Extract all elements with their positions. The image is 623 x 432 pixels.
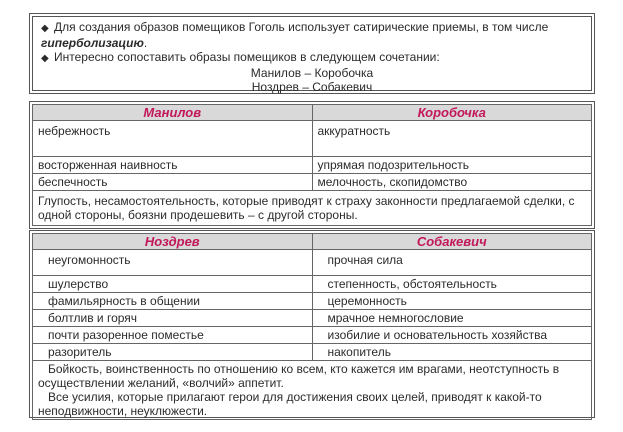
intro-box bbox=[29, 13, 595, 94]
bullet1-emphasis: гиперболизацию bbox=[41, 36, 144, 50]
table2-footer-p1: Бойкость, воинственность по отношению ко всем, кто кажется им врагами, неотступность в осуществлении желаний, «волчий» аппетит. bbox=[38, 362, 560, 390]
table-row bbox=[33, 276, 592, 293]
diamond-bullet-icon: ◆ bbox=[41, 23, 49, 34]
comparison-table-1 bbox=[29, 101, 595, 229]
comparison-table-2 bbox=[29, 230, 595, 418]
table-row bbox=[33, 174, 592, 191]
pair-1: Манилов – Коробочка bbox=[250, 66, 374, 80]
bullet1-end: . bbox=[143, 36, 148, 50]
intro-bullet-2 bbox=[41, 50, 583, 66]
table-row bbox=[33, 293, 592, 310]
table-row bbox=[33, 310, 592, 327]
diamond-bullet-icon: ◆ bbox=[41, 53, 49, 64]
cell: изобилие и основательность хозяйства bbox=[312, 327, 592, 344]
cell: фамильярность в общении bbox=[33, 293, 313, 310]
cell: накопитель bbox=[312, 344, 592, 361]
table-footer-row bbox=[33, 361, 592, 420]
intro-inner bbox=[32, 16, 592, 94]
header-korobochka: Коробочка bbox=[312, 105, 592, 121]
header-manilov: Манилов bbox=[33, 105, 313, 121]
table-row bbox=[33, 327, 592, 344]
cell: церемонность bbox=[312, 293, 592, 310]
cell: разоритель bbox=[33, 344, 313, 361]
cell: аккуратность bbox=[312, 121, 592, 157]
table-row bbox=[33, 157, 592, 174]
cell: прочная сила bbox=[312, 250, 592, 276]
table-row bbox=[33, 121, 592, 157]
cell: шулерство bbox=[33, 276, 313, 293]
cell: восторженная наивность bbox=[33, 157, 313, 174]
cell: небрежность bbox=[33, 121, 313, 157]
cell: почти разоренное поместье bbox=[33, 327, 313, 344]
table-row bbox=[33, 250, 592, 276]
table-footer-row bbox=[33, 191, 592, 226]
intro-bullet-1 bbox=[41, 20, 583, 50]
header-sobakevich: Собакевич bbox=[312, 234, 592, 250]
bullet1-text: Для создания образов помещиков Гоголь использует сатирические приемы, в том числе bbox=[54, 20, 549, 34]
cell: беспечность bbox=[33, 174, 313, 191]
cell: болтлив и горяч bbox=[33, 310, 313, 327]
bullet2-text: Интересно сопоставить образы помещиков в следующем сочетании: bbox=[54, 50, 440, 64]
table2-footer bbox=[33, 361, 592, 420]
cell: мрачное немногословие bbox=[312, 310, 592, 327]
cell: упрямая подозрительность bbox=[312, 157, 592, 174]
pair-2: Ноздрев – Собакевич bbox=[251, 80, 373, 94]
header-nozdrev: Ноздрев bbox=[33, 234, 313, 250]
table-row bbox=[33, 344, 592, 361]
cell: мелочность, скопидомство bbox=[312, 174, 592, 191]
cell: неугомонность bbox=[33, 250, 313, 276]
cell: степенность, обстоятельность bbox=[312, 276, 592, 293]
table1-footer: Глупость, несамостоятельность, которые приводят к страху законности предлагаемой сделки, с одной стороны, боязни продешевить – с другой стороны. bbox=[33, 191, 592, 226]
table2-footer-p2: Все усилия, которые прилагают герои для достижения своих целей, приводят к какой-то неподвижности, неуклюжести. bbox=[38, 390, 542, 418]
